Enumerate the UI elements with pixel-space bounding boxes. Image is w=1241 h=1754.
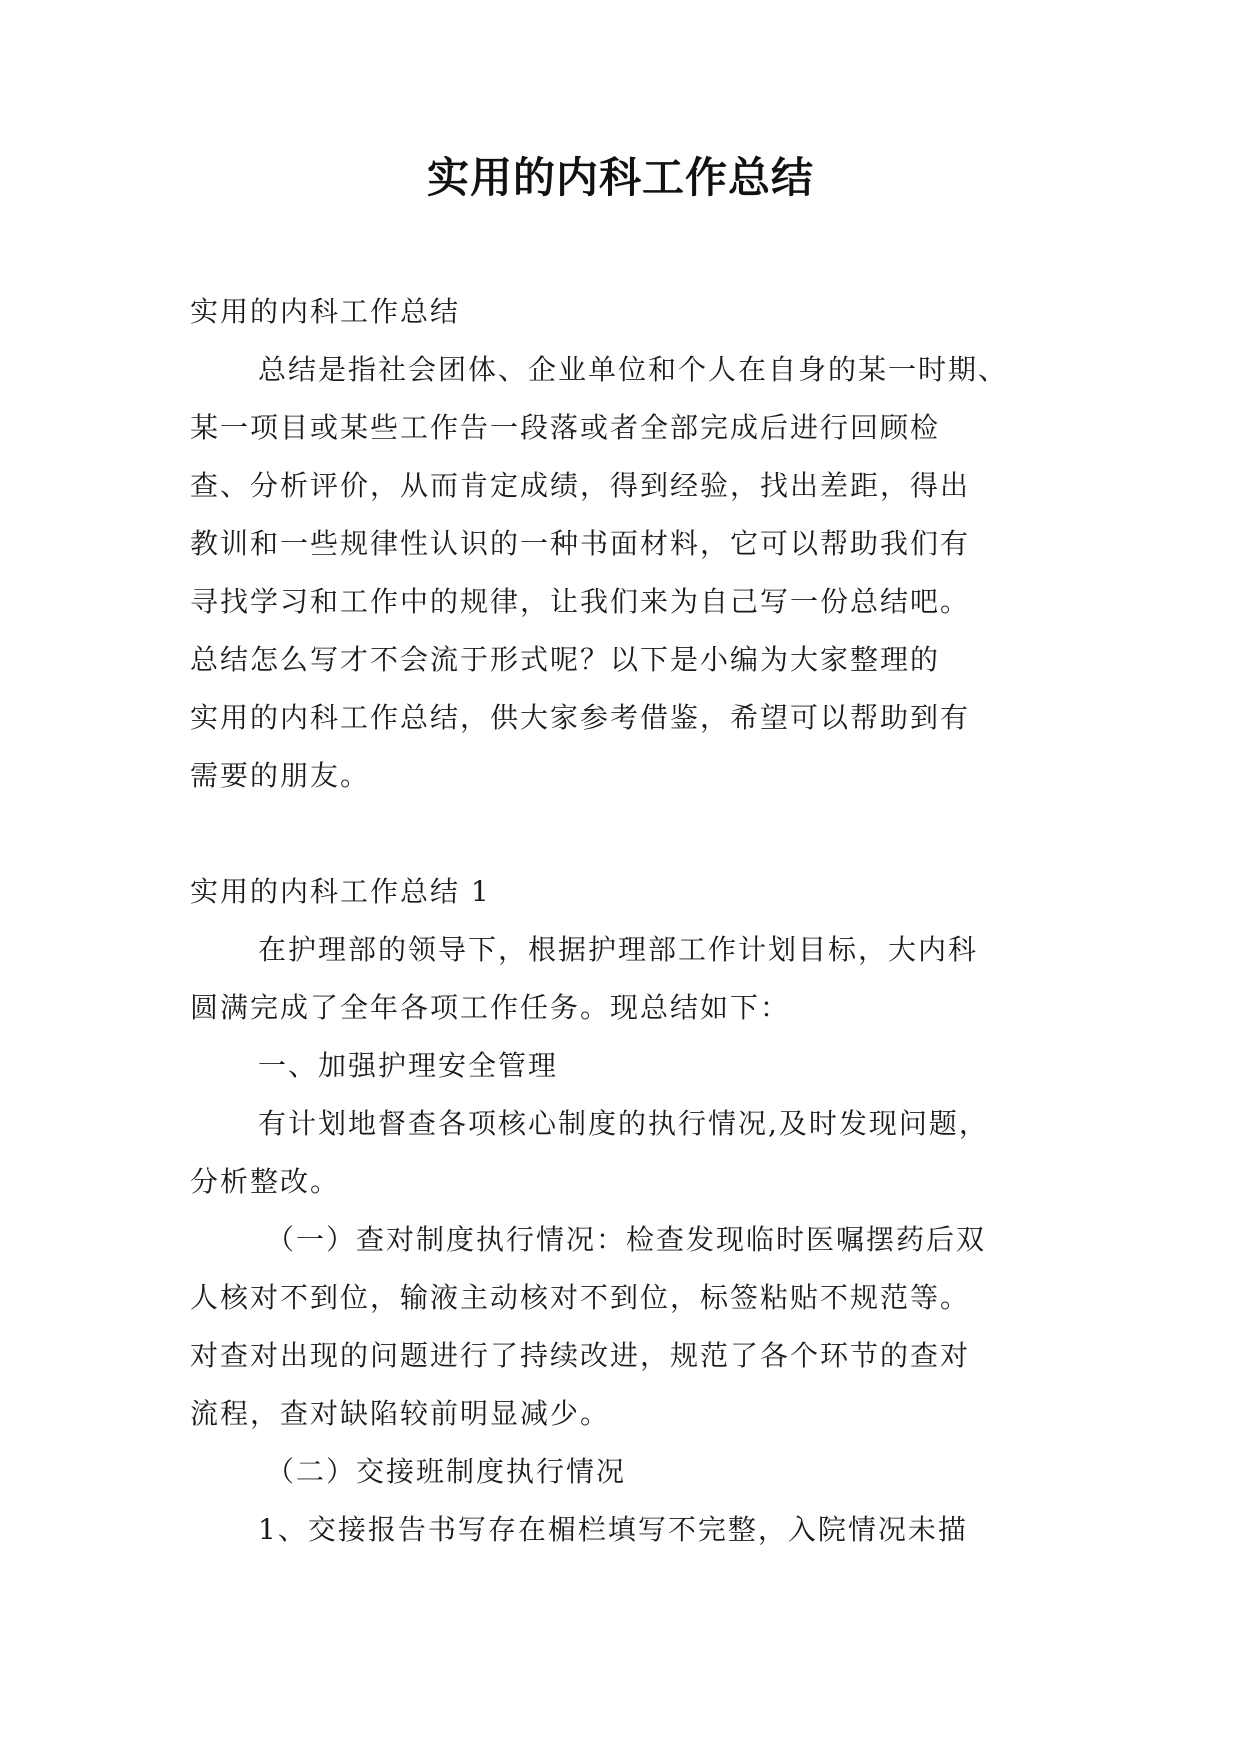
paragraph-spacer	[190, 805, 1050, 863]
subsection-paragraph-line: 有计划地督查各项核心制度的执行情况,及时发现问题，	[258, 1107, 989, 1140]
intro-paragraph-line: 查、分析评价，从而肯定成绩，得到经验，找出差距，得出	[190, 469, 971, 502]
section-paragraph-line: 圆满完成了全年各项工作任务。现总结如下：	[190, 991, 791, 1024]
item-paragraph-line: 人核对不到位，输液主动核对不到位，标签粘贴不规范等。	[190, 1281, 971, 1314]
intro-paragraph-line: 需要的朋友。	[190, 759, 371, 792]
item-heading: （二）交接班制度执行情况	[266, 1455, 627, 1488]
item-paragraph-line: 1、交接报告书写存在楣栏填写不完整，入院情况未描	[258, 1513, 968, 1546]
item-paragraph-line: 对查对出现的问题进行了持续改进，规范了各个环节的查对	[190, 1339, 971, 1372]
intro-paragraph-line: 实用的内科工作总结，供大家参考借鉴，希望可以帮助到有	[190, 701, 971, 734]
intro-paragraph-line: 总结怎么写才不会流于形式呢？以下是小编为大家整理的	[190, 643, 941, 676]
intro-paragraph-line: 寻找学习和工作中的规律，让我们来为自己写一份总结吧。	[190, 585, 971, 618]
section-paragraph-line: 在护理部的领导下，根据护理部工作计划目标，大内科	[258, 933, 979, 966]
intro-heading: 实用的内科工作总结	[190, 295, 461, 328]
item-paragraph-line: 流程，查对缺陷较前明显减少。	[190, 1397, 611, 1430]
intro-paragraph-line: 教训和一些规律性认识的一种书面材料，它可以帮助我们有	[190, 527, 971, 560]
intro-paragraph-line: 总结是指社会团体、企业单位和个人在自身的某一时期、	[258, 353, 1009, 386]
subsection-paragraph-line: 分析整改。	[190, 1165, 341, 1198]
subsection-heading: 一、加强护理安全管理	[258, 1049, 559, 1082]
intro-paragraph-line: 某一项目或某些工作告一段落或者全部完成后进行回顾检	[190, 411, 941, 444]
document-body	[190, 283, 1050, 1559]
document-title: 实用的内科工作总结	[426, 153, 814, 202]
item-paragraph-line: （一）查对制度执行情况：检查发现临时医嘱摆药后双	[266, 1223, 987, 1256]
section-heading: 实用的内科工作总结 1	[190, 875, 491, 908]
